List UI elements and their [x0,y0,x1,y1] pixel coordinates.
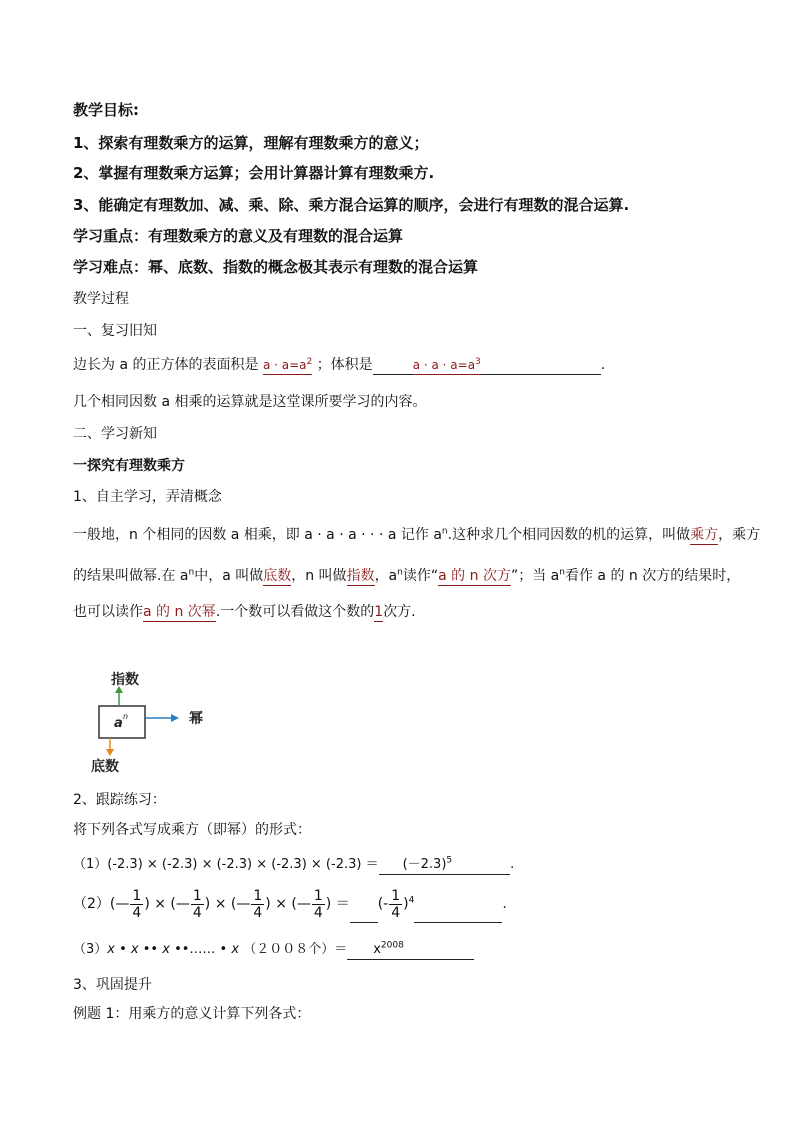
review-title: 一、复习旧知 [73,323,157,339]
goal-2: 2、掌握有理数乘方运算；会用计算器计算有理数乘方. [73,164,435,182]
diagram-label-exponent: 指数 [111,672,139,688]
practice-q2: （2）(— $\frac{1}{4}$ ) × (— $\frac{1}{4}$ ) × (— $\frac{1}{4}$ ) × (— $\frac{1}{4}$ ) ＝ (- $\frac{1}{4}$ )$^4$ . [73,886,507,923]
diagram-label-base: 底数 [91,759,119,775]
goal-3: 3、能确定有理数加、减、乘、除、乘方混合运算的顺序，会进行有理数的混合运算. [73,196,630,214]
goal-1: 1、探索有理数乘方的运算，理解有理数乘方的意义； [73,134,429,152]
concept-para-1: 一般地，n 个相同的因数 a 相乘，即 a · a · a · · · a 记作 $a^n$.这种求几个相同因数的机的运算，叫做乘方，乘方 [73,526,761,543]
practice-q3: （3）x • x •• x ••…… • x （２００８个）＝ $x^{2008}$ [73,941,474,960]
diagram-center-exp: n [123,712,129,721]
difficulty: 学习难点：幂、底数、指数的概念极其表示有理数的混合运算 [73,258,479,276]
power-diagram [85,668,225,776]
new-subtitle: 一探究有理数乘方 [73,458,185,474]
review-note: 几个相同因数 a 相乘的运算就是这堂课所要学习的内容。 [73,394,427,410]
answer-read: a 的 n 次方 [438,568,511,584]
consolidate-title: 3、巩固提升 [73,977,152,993]
answer-power: 乘方 [690,527,719,543]
key-point: 学习重点：有理数乘方的意义及有理数的混合运算 [73,227,404,245]
concept-para-3: 也可以读作a 的 n 次幂.一个数可以看做这个数的1次方. [73,604,416,620]
q1-answer: $(-2.3)^5$ [403,856,453,875]
practice-title: 2、跟踪练习： [73,792,166,808]
practice-q1: $(1)(-2.3) \times (-2.3) \times (-2.3) \times (-2.3) \times (-2.3) = (-2.3)^5$ . [73,856,514,875]
answer-exponent: 指数 [346,568,375,584]
process-title: 教学过程 [73,291,129,307]
q2-answer: (- $\frac{1}{4}$ )$^4$ [377,887,415,921]
answer-one: 1 [374,604,384,620]
new-title: 二、学习新知 [73,426,157,442]
volume-answer: $a \cdot a \cdot a=a^3$ [413,356,481,375]
area-answer: $a \cdot a=a^2$ [263,356,312,375]
concept-para-2: 的结果叫做幂.在 $a^n$中，a 叫做底数，n 叫做指数，$a^n$读作“a 的 n 次方”；当 $a^n$看作 a 的 n 次方的结果时， [73,567,741,584]
review-line: 边长为 a 的正方体的表面积是 $a \cdot a=a^2$ ；体积是 $a \cdot a \cdot a=a^3$ . [73,357,606,373]
arrow-down-head [106,749,114,756]
q3-answer: $x^{2008}$ [373,941,404,960]
answer-nth-power: a 的 n 次幂 [143,604,216,620]
diagram-center-a: a [114,716,123,731]
answer-base: 底数 [263,568,292,584]
goals-heading: 教学目标: [73,101,139,119]
practice-instruction: 将下列各式写成乘方（即幂）的形式： [73,822,311,838]
diagram-label-power: 幂 [189,711,203,727]
arrow-right-head [171,714,179,722]
example-1: 例题 1：用乘方的意义计算下列各式： [73,1006,311,1022]
step-1: 1、自主学习，弄清概念 [73,489,222,505]
